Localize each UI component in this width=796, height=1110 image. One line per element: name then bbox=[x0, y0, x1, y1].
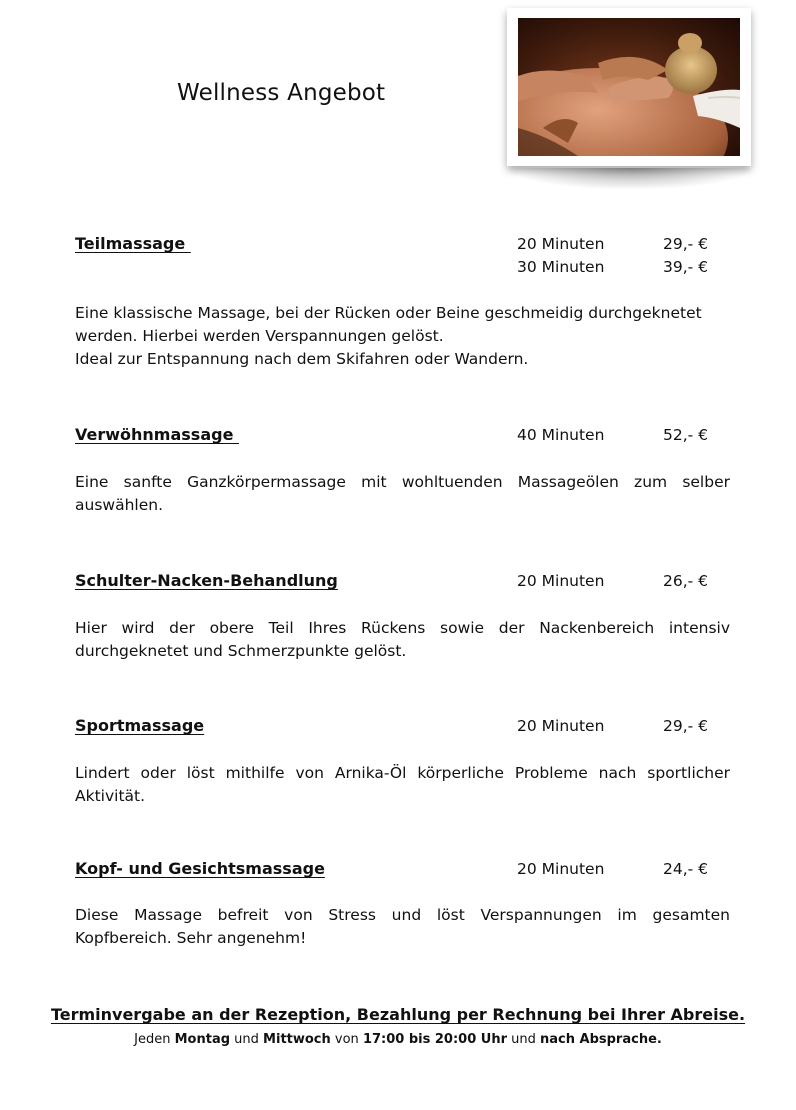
footer-text: Jeden bbox=[134, 1032, 175, 1047]
section-title-schulter-nacken: Schulter-Nacken-Behandlung bbox=[75, 571, 338, 590]
massage-photo bbox=[518, 18, 740, 156]
section-description bbox=[75, 302, 715, 371]
price: 29,- € bbox=[663, 235, 709, 253]
footer-day: Montag bbox=[174, 1032, 231, 1047]
price: 29,- € bbox=[663, 717, 709, 735]
section-description: Lindert oder löst mithilfe von Arnika-Öl körperliche Probleme nach sportlicher Aktivität. bbox=[75, 764, 730, 805]
section-description: Diese Massage befreit von Stress und löst Verspannungen im gesamten Kopfbereich. Sehr angenehm! bbox=[75, 906, 730, 947]
duration: 40 Minuten bbox=[517, 426, 605, 444]
duration: 20 Minuten bbox=[517, 572, 605, 590]
duration: 30 Minuten bbox=[517, 258, 605, 276]
price: 39,- € bbox=[663, 258, 709, 276]
footer-text: und bbox=[507, 1032, 540, 1047]
massage-photo-illustration bbox=[518, 18, 740, 156]
photo-shadow bbox=[505, 168, 755, 190]
footer-notice: Terminvergabe an der Rezeption, Bezahlung per Rechnung bei Ihrer Abreise. bbox=[50, 1005, 746, 1024]
description-line: Eine klassische Massage, bei der Rücken oder Beine geschmeidig durchgeknetet werden. Hierbei werden Verspannungen gelöst. bbox=[75, 304, 702, 345]
photo-frame bbox=[507, 8, 751, 166]
page-title: Wellness Angebot bbox=[177, 80, 386, 106]
footer-appointment: nach Absprache. bbox=[540, 1032, 662, 1047]
footer-hours bbox=[0, 1032, 796, 1047]
duration: 20 Minuten bbox=[517, 717, 605, 735]
footer-text: und bbox=[230, 1032, 264, 1047]
section-title-kopf-gesicht: Kopf- und Gesichtsmassage bbox=[75, 859, 325, 878]
footer-text: von bbox=[330, 1032, 363, 1047]
description-line: Ideal zur Entspannung nach dem Skifahren oder Wandern. bbox=[75, 350, 529, 368]
price: 26,- € bbox=[663, 572, 709, 590]
price: 24,- € bbox=[663, 860, 709, 878]
price: 52,- € bbox=[663, 426, 709, 444]
duration: 20 Minuten bbox=[517, 235, 605, 253]
duration: 20 Minuten bbox=[517, 860, 605, 878]
section-title-sportmassage: Sportmassage bbox=[75, 716, 205, 735]
section-description: Hier wird der obere Teil Ihres Rückens sowie der Nackenbereich intensiv durchgeknetet und Schmerzpunkte gelöst. bbox=[75, 619, 730, 660]
footer-day: Mittwoch bbox=[263, 1032, 331, 1047]
section-description: Eine sanfte Ganzkörpermassage mit wohltuenden Massageölen zum selber auswählen. bbox=[75, 473, 730, 514]
footer-time: 17:00 bis 20:00 Uhr bbox=[362, 1032, 507, 1047]
section-title-teilmassage: Teilmassage bbox=[75, 234, 191, 253]
section-title-verwoehnmassage: Verwöhnmassage bbox=[75, 425, 239, 444]
